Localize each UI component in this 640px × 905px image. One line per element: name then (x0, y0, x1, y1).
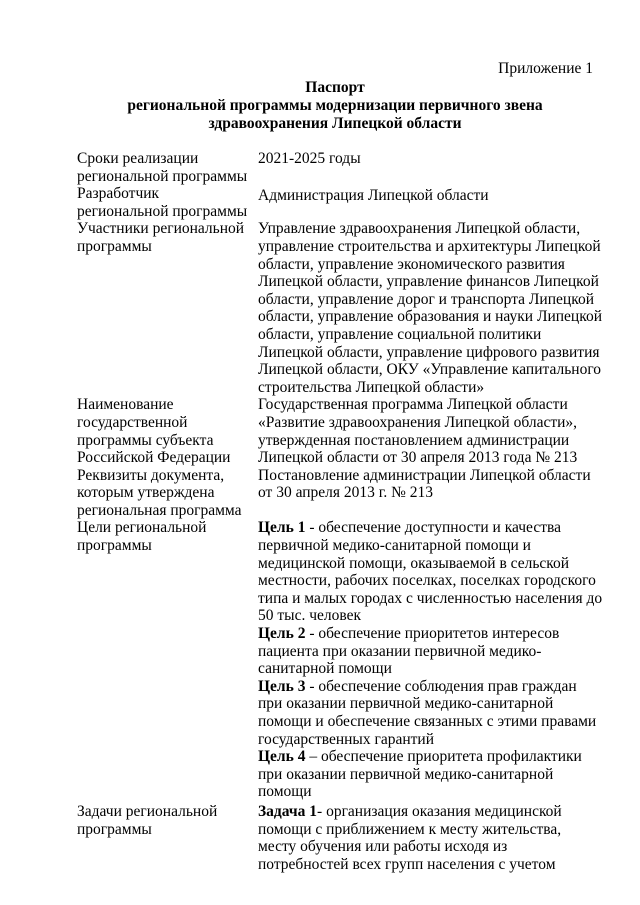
label-line: региональная программа (77, 501, 242, 519)
row-label (77, 519, 258, 801)
label-line: Цели региональной (77, 519, 207, 537)
goal-2-heading: Цель 2 (258, 625, 306, 643)
appendix-label: Приложение 1 (498, 60, 593, 77)
value-line: Администрация Липецкой области (258, 187, 489, 205)
goal-2-line (258, 625, 607, 643)
value-line: месту обучения или работы исходя из (258, 838, 508, 856)
value-line: помощи и обеспечение связанных с этими правами (258, 713, 597, 730)
title-line-2: региональной программы модернизации первичного звена (127, 97, 543, 114)
value-line: утвержденная постановлением администрации (258, 431, 570, 449)
goal-4-heading: Цель 4 (258, 748, 306, 766)
label-line: региональной программы (77, 202, 248, 220)
label-line: региональной программы (77, 167, 248, 185)
goal-3-text: - обеспечение соблюдения прав граждан (305, 677, 577, 695)
row-value (258, 185, 607, 220)
label-line: которым утверждена (77, 484, 215, 502)
task-1-heading: Задача 1 (258, 802, 318, 820)
goal-3-line (258, 678, 607, 696)
task-1-text: - организация оказания медицинской (317, 802, 562, 820)
value-line: Постановление администрации Липецкой области (258, 466, 591, 484)
value-line: области, управление дорог и транспорта Липецкой (258, 290, 594, 308)
row-label (77, 220, 258, 396)
row-label (77, 396, 258, 466)
row-goals (77, 519, 607, 801)
value-line: первичной медико-санитарной помощи и (258, 537, 531, 555)
value-line: пациента при оказании первичной медико- (258, 642, 542, 660)
label-line: Сроки реализации (77, 150, 199, 167)
row-value (258, 519, 607, 801)
value-line: Управление здравоохранения Липецкой области, (258, 220, 581, 238)
value-line: «Развитие здравоохранения Липецкой области», (258, 413, 578, 431)
value-line: при оказании первичной медико-санитарной (258, 765, 554, 783)
row-state-program (77, 396, 607, 466)
goal-2-text: - обеспечение приоритетов интересов (305, 625, 560, 643)
label-line: Реквизиты документа, (77, 466, 225, 484)
value-line: Липецкой области, управление цифрового развития (258, 343, 600, 361)
row-period (77, 150, 607, 185)
row-requisites (77, 467, 607, 520)
value-line: области, управление экономического развития (258, 255, 565, 273)
goal-1-text: - обеспечение доступности и качества (305, 519, 561, 537)
value-line: помощи (258, 783, 312, 801)
label-line: Наименование (77, 396, 174, 414)
value-line: медицинской помощи, оказываемой в сельской (258, 554, 570, 572)
document-title (70, 79, 600, 133)
value-line: местности, рабочих поселках, поселках городского (258, 572, 596, 590)
value-line: при оказании первичной медико-санитарной (258, 695, 554, 713)
label-line: государственной (77, 413, 188, 431)
row-value (258, 220, 607, 396)
label-line: Задачи региональной (77, 802, 218, 820)
label-line: Разработчик (77, 185, 160, 203)
goal-4-line (258, 748, 607, 766)
value-line: типа и малых городах с численностью населения до (258, 589, 603, 607)
value-line: строительства Липецкой области» (258, 378, 485, 396)
row-tasks (77, 801, 607, 873)
row-value (258, 396, 607, 466)
label-line: программы субъекта (77, 431, 214, 449)
goal-3-heading: Цель 3 (258, 677, 306, 695)
row-value (258, 150, 607, 185)
value-line: Липецкой области, ОКУ «Управление капитального (258, 361, 602, 379)
label-line: программы (77, 237, 152, 255)
label-line: Российской Федерации (77, 449, 231, 467)
value-line: от 30 апреля 2013 г. № 213 (258, 484, 434, 502)
value-line: области, управление социальной политики (258, 325, 542, 343)
row-label (77, 150, 258, 185)
value-line: Липецкой области, управление финансов Липецкой (258, 273, 599, 291)
goal-1-heading: Цель 1 (258, 519, 306, 537)
goal-1-line (258, 519, 607, 537)
value-line: Липецкой области от 30 апреля 2013 года № 213 (258, 449, 578, 467)
row-value (258, 803, 607, 873)
value-line: Государственная программа Липецкой области (258, 396, 568, 414)
label-line: программы (77, 537, 152, 555)
row-label (77, 467, 258, 520)
title-line-3: здравоохранения Липецкой области (208, 115, 462, 132)
label-line: Участники региональной (77, 220, 245, 238)
row-label (77, 803, 258, 873)
row-value (258, 467, 607, 520)
row-participants (77, 220, 607, 396)
goal-4-text: – обеспечение приоритета профилактики (305, 748, 582, 766)
value-line: санитарной помощи (258, 660, 392, 678)
passport-table (77, 150, 607, 873)
row-label (77, 185, 258, 220)
value-line: помощи с приближением к месту жительства, (258, 820, 562, 838)
value-line: 50 тыс. человек (258, 607, 361, 625)
task-1-line (258, 803, 607, 821)
value-line: области, управление образования и науки Липецкой (258, 308, 603, 326)
value-line: государственных гарантий (258, 730, 434, 748)
value-line: управление строительства и архитектуры Липецкой (258, 237, 601, 255)
label-line: программы (77, 820, 152, 838)
title-line-1: Паспорт (305, 79, 365, 96)
value-line: потребностей всех групп населения с учетом (258, 855, 556, 873)
row-developer (77, 185, 607, 220)
value-line: 2021-2025 годы (258, 150, 361, 167)
